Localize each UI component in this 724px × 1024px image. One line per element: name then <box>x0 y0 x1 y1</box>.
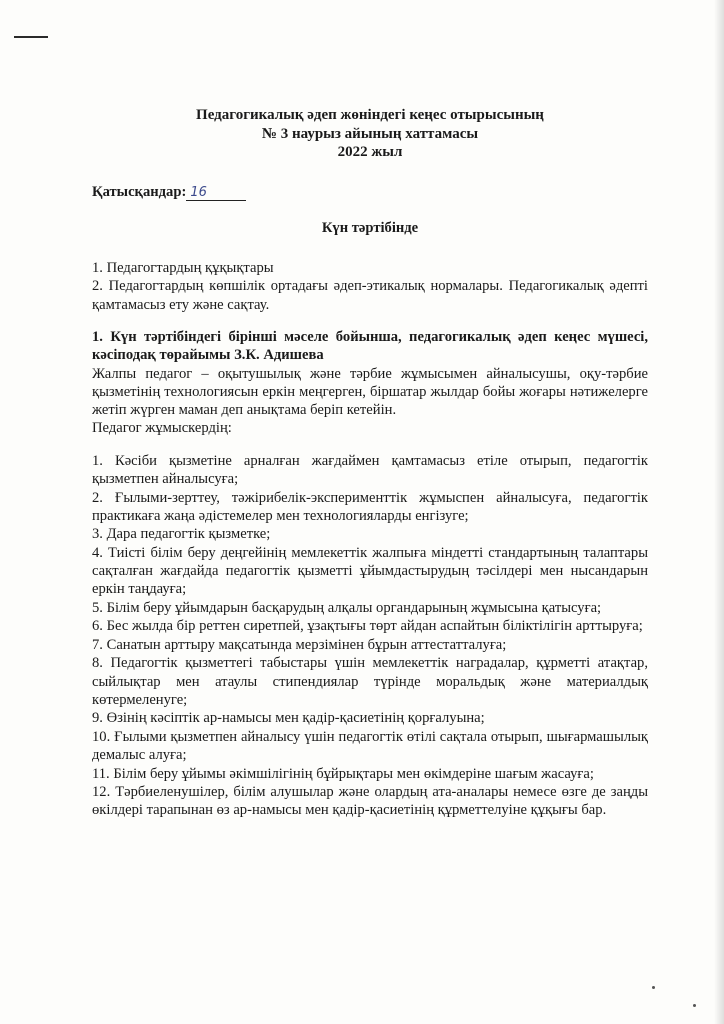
scan-edge-shadow <box>714 0 724 1024</box>
scan-speck <box>652 986 655 989</box>
scan-speck <box>693 1004 696 1007</box>
list-item: 9. Өзінің кәсіптік ар-намысы мен қадір-қасиетінің қорғалуына; <box>92 710 485 727</box>
list-item: 10. Ғылыми қызметпен айналысу үшін педагогтік өтілі сақтала отырып, шығармашылық демалыс алуға; <box>92 728 648 764</box>
intro-lead: Педагог жұмыскердің: <box>92 420 232 437</box>
agenda-heading: Күн тәртібінде <box>321 219 419 236</box>
document-page <box>92 106 648 820</box>
title-line-2: № 3 наурыз айының хаттамасы <box>261 125 479 142</box>
participants-count: 16 <box>186 185 246 201</box>
agenda-list <box>92 259 648 314</box>
participants-line <box>92 183 648 201</box>
agenda-item: 2. Педагогтардың көпшілік ортадағы әдеп-этикалық нормалары. Педагогикалық әдепті қамтамасыз ету және сақтау. <box>92 278 648 313</box>
list-item: 5. Білім беру ұйымдарын басқарудың алқалы органдарының жұмысына қатысуға; <box>92 599 602 616</box>
document-title <box>92 106 648 162</box>
list-item: 11. Білім беру ұйымы әкімшілігінің бұйрықтары мен өкімдеріне шағым жасауға; <box>92 765 594 782</box>
list-item: 7. Санатын арттыру мақсатында мерзімінен бұрын аттестатталуға; <box>92 636 507 653</box>
rights-list <box>92 452 648 820</box>
agenda-item: 1. Педагогтардың құқықтары <box>92 260 274 277</box>
list-item: 6. Бес жылда бір реттен сиретпей, ұзақтығы төрт айдан аспайтын біліктілігін арттыруға; <box>92 618 643 635</box>
intro-paragraph: Жалпы педагог – оқытушылық және тәрбие жұмысымен айналысушы, оқу-тәрбие қызметінің технологиясын еркін меңгерген, біршатар жылдар бойы жоғары нәтижелерге жетіп жүрген маман деп анықтама беріп кетейін. <box>92 365 648 419</box>
scan-mark <box>14 36 48 38</box>
list-item: 3. Дара педагогтік қызметке; <box>92 526 271 543</box>
participants-label: Қатысқандар: <box>92 183 187 200</box>
list-item: 2. Ғылыми-зерттеу, тәжірибелік-эксперименттік жұмыспен айналысуға, педагогтік практикаға жаңа әдістемелер мен технологияларды енгізуге; <box>92 489 648 524</box>
title-line-3: 2022 жыл <box>337 144 403 160</box>
list-item: 1. Кәсіби қызметіне арналған жағдаймен қамтамасыз етіле отырып, педагогтік қызметпен айналысуға; <box>92 452 648 488</box>
list-item: 4. Тиісті білім беру деңгейінің мемлекеттік жалпыға міндетті стандартының талаптары сақталған жағдайда педагогтік қызметті ұйымдастырудың тәсілдері мен нысандарын еркін таңдауға; <box>92 544 648 598</box>
list-item: 12. Тәрбиеленушілер, білім алушылар және олардың ата-аналары немесе өзге де заңды өкілдері тарапынан өз ар-намысы мен қадір-қасиетінің құрметтелуіне құқығы бар. <box>92 784 648 819</box>
section-1-intro <box>92 365 648 438</box>
section-1-heading: 1. Күн тәртібіндегі бірінші мәселе бойынша, педагогикалық әдеп кеңес мүшесі, кәсіподақ төрайымы З.К. Адишева <box>92 328 648 364</box>
title-line-1: Педагогикалық әдеп жөніндегі кеңес отырысының <box>196 107 544 123</box>
list-item: 8. Педагогтік қызметтегі табыстары үшін мемлекеттік наградалар, құрметті атақтар, сыйлықтар мен атаулы стипендиялар түрінде моральдық және материалдық көтермеленуге; <box>92 655 648 708</box>
